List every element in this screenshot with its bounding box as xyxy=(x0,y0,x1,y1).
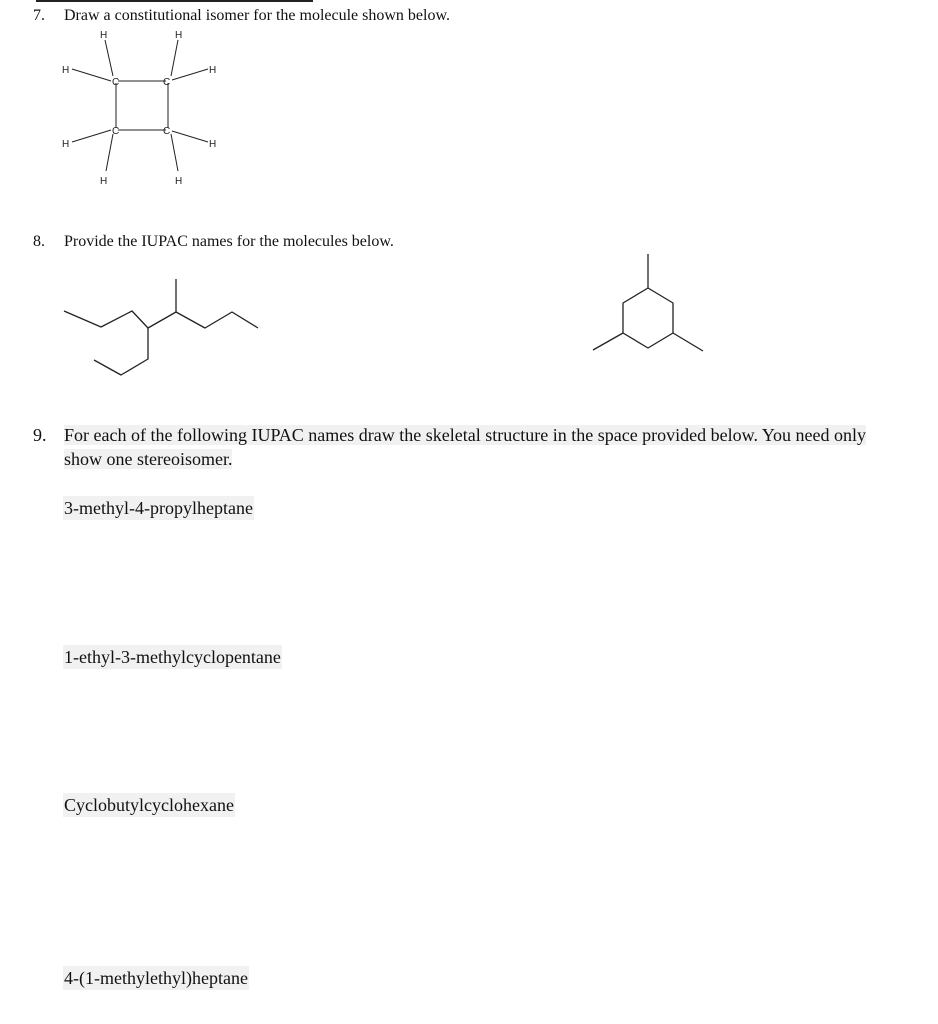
atom-c: C xyxy=(112,77,120,88)
atom-h: H xyxy=(209,65,217,76)
iupac-name-4: 4-(1-methylethyl)heptane xyxy=(64,968,248,988)
bond-h-left-upper xyxy=(72,69,111,81)
main-chain-bonds xyxy=(64,311,258,328)
iupac-name-1: 3-methyl-4-propylheptane xyxy=(64,498,253,518)
atom-h: H xyxy=(175,176,183,187)
branched-alkane-structure xyxy=(58,275,268,385)
question-number: 9. xyxy=(33,425,47,445)
question-text-content: For each of the following IUPAC names draw the skeletal structure in the space provided below. You need only show one stereoisomer. xyxy=(64,425,866,469)
ethyl-branch-bonds xyxy=(94,328,148,375)
atom-c: C xyxy=(163,126,171,137)
bond-h-bottom-right xyxy=(171,134,178,171)
iupac-name-2: 1-ethyl-3-methylcyclopentane xyxy=(64,647,281,667)
atom-h: H xyxy=(100,176,108,187)
atom-h: H xyxy=(62,139,70,150)
atom-c: C xyxy=(112,126,120,137)
bond-h-right-upper xyxy=(172,69,208,80)
iupac-name-3: Cyclobutylcyclohexane xyxy=(64,795,234,815)
cyclobutane-structure xyxy=(50,26,240,190)
name-underline xyxy=(36,0,313,2)
atom-h: H xyxy=(100,30,108,41)
methyl-left-bond xyxy=(593,333,623,350)
question-number: 7. xyxy=(33,7,45,24)
bonds xyxy=(72,40,208,171)
cyclohexane-ring-bonds xyxy=(623,288,673,348)
bond-h-top-right xyxy=(171,40,178,76)
question-text: Draw a constitutional isomer for the molecule shown below. xyxy=(64,7,450,24)
bond-h-top-left xyxy=(105,40,113,76)
bond-h-right-lower xyxy=(172,131,208,142)
bond-h-left-lower xyxy=(72,130,111,142)
bond-h-bottom-left xyxy=(106,134,113,171)
atom-h: H xyxy=(175,30,183,41)
question-number: 8. xyxy=(33,233,45,250)
name-line xyxy=(0,0,313,2)
atom-h: H xyxy=(209,139,217,150)
atom-c: C xyxy=(163,77,171,88)
atom-h: H xyxy=(62,65,70,76)
trimethylcyclohexane-structure xyxy=(588,250,708,360)
question-text: Provide the IUPAC names for the molecules below. xyxy=(64,233,394,250)
methyl-right-bond xyxy=(673,333,703,351)
question-text xyxy=(64,423,894,471)
